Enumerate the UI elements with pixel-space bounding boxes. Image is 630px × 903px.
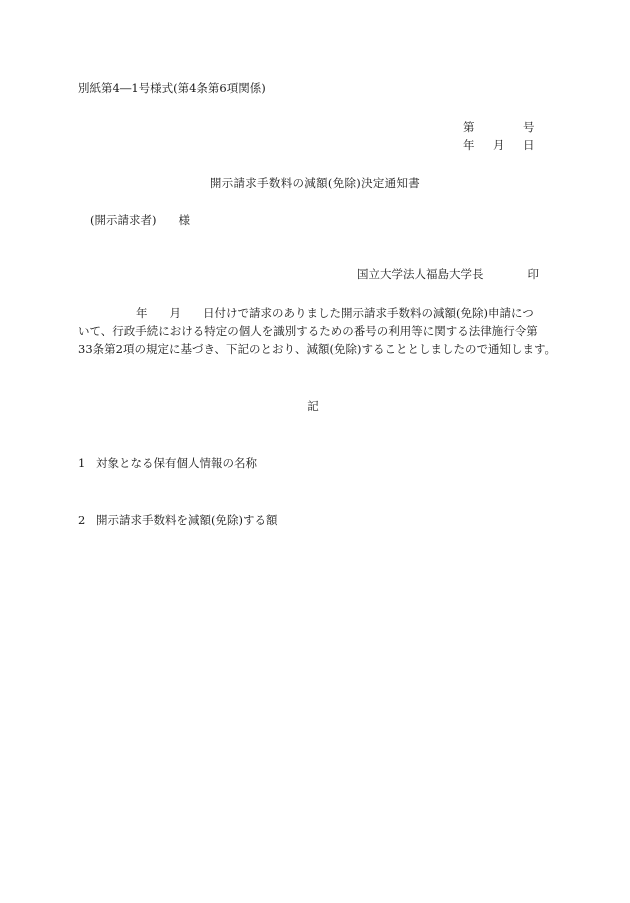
number-suffix: 号	[523, 120, 535, 134]
item-text: 対象となる保有個人情報の名称	[96, 456, 257, 470]
addressee-honorific: 様	[178, 213, 190, 227]
issuer-name: 国立大学法人福島大学長	[357, 267, 484, 281]
body-paragraph	[78, 304, 557, 358]
item-number: 1	[78, 456, 86, 470]
body-line-1	[78, 304, 548, 322]
date-month: 月	[493, 138, 505, 152]
addressee	[90, 213, 190, 227]
item-number: 2	[78, 513, 86, 527]
ki-heading: 記	[307, 399, 319, 413]
document-title: 開示請求手数料の減額(免除)決定通知書	[209, 176, 421, 190]
document-date-line	[463, 138, 543, 152]
list-item	[78, 513, 277, 527]
date-year: 年	[463, 138, 475, 152]
date-day: 日	[523, 138, 535, 152]
number-prefix: 第	[463, 120, 475, 134]
issuer	[357, 267, 539, 281]
form-identifier: 別紙第4―1号様式(第4条第6項関係)	[78, 81, 266, 95]
body-month: 月	[169, 306, 181, 320]
body-year: 年	[136, 306, 148, 320]
document-number-line	[463, 120, 543, 134]
list-item	[78, 456, 257, 470]
issuer-seal: 印	[527, 267, 539, 281]
item-text: 開示請求手数料を減額(免除)する額	[96, 513, 278, 527]
body-line-3: 33条第2項の規定に基づき、下記のとおり、減額(免除)することとしましたので通知します。	[78, 342, 557, 356]
body-line-1-text: 日付けで請求のありました開示請求手数料の減額(免除)申請につ	[203, 306, 534, 320]
body-line-2: いて、行政手続における特定の個人を識別するための番号の利用等に関する法律施行令第	[78, 324, 538, 338]
addressee-name: (開示請求者)	[90, 213, 157, 227]
